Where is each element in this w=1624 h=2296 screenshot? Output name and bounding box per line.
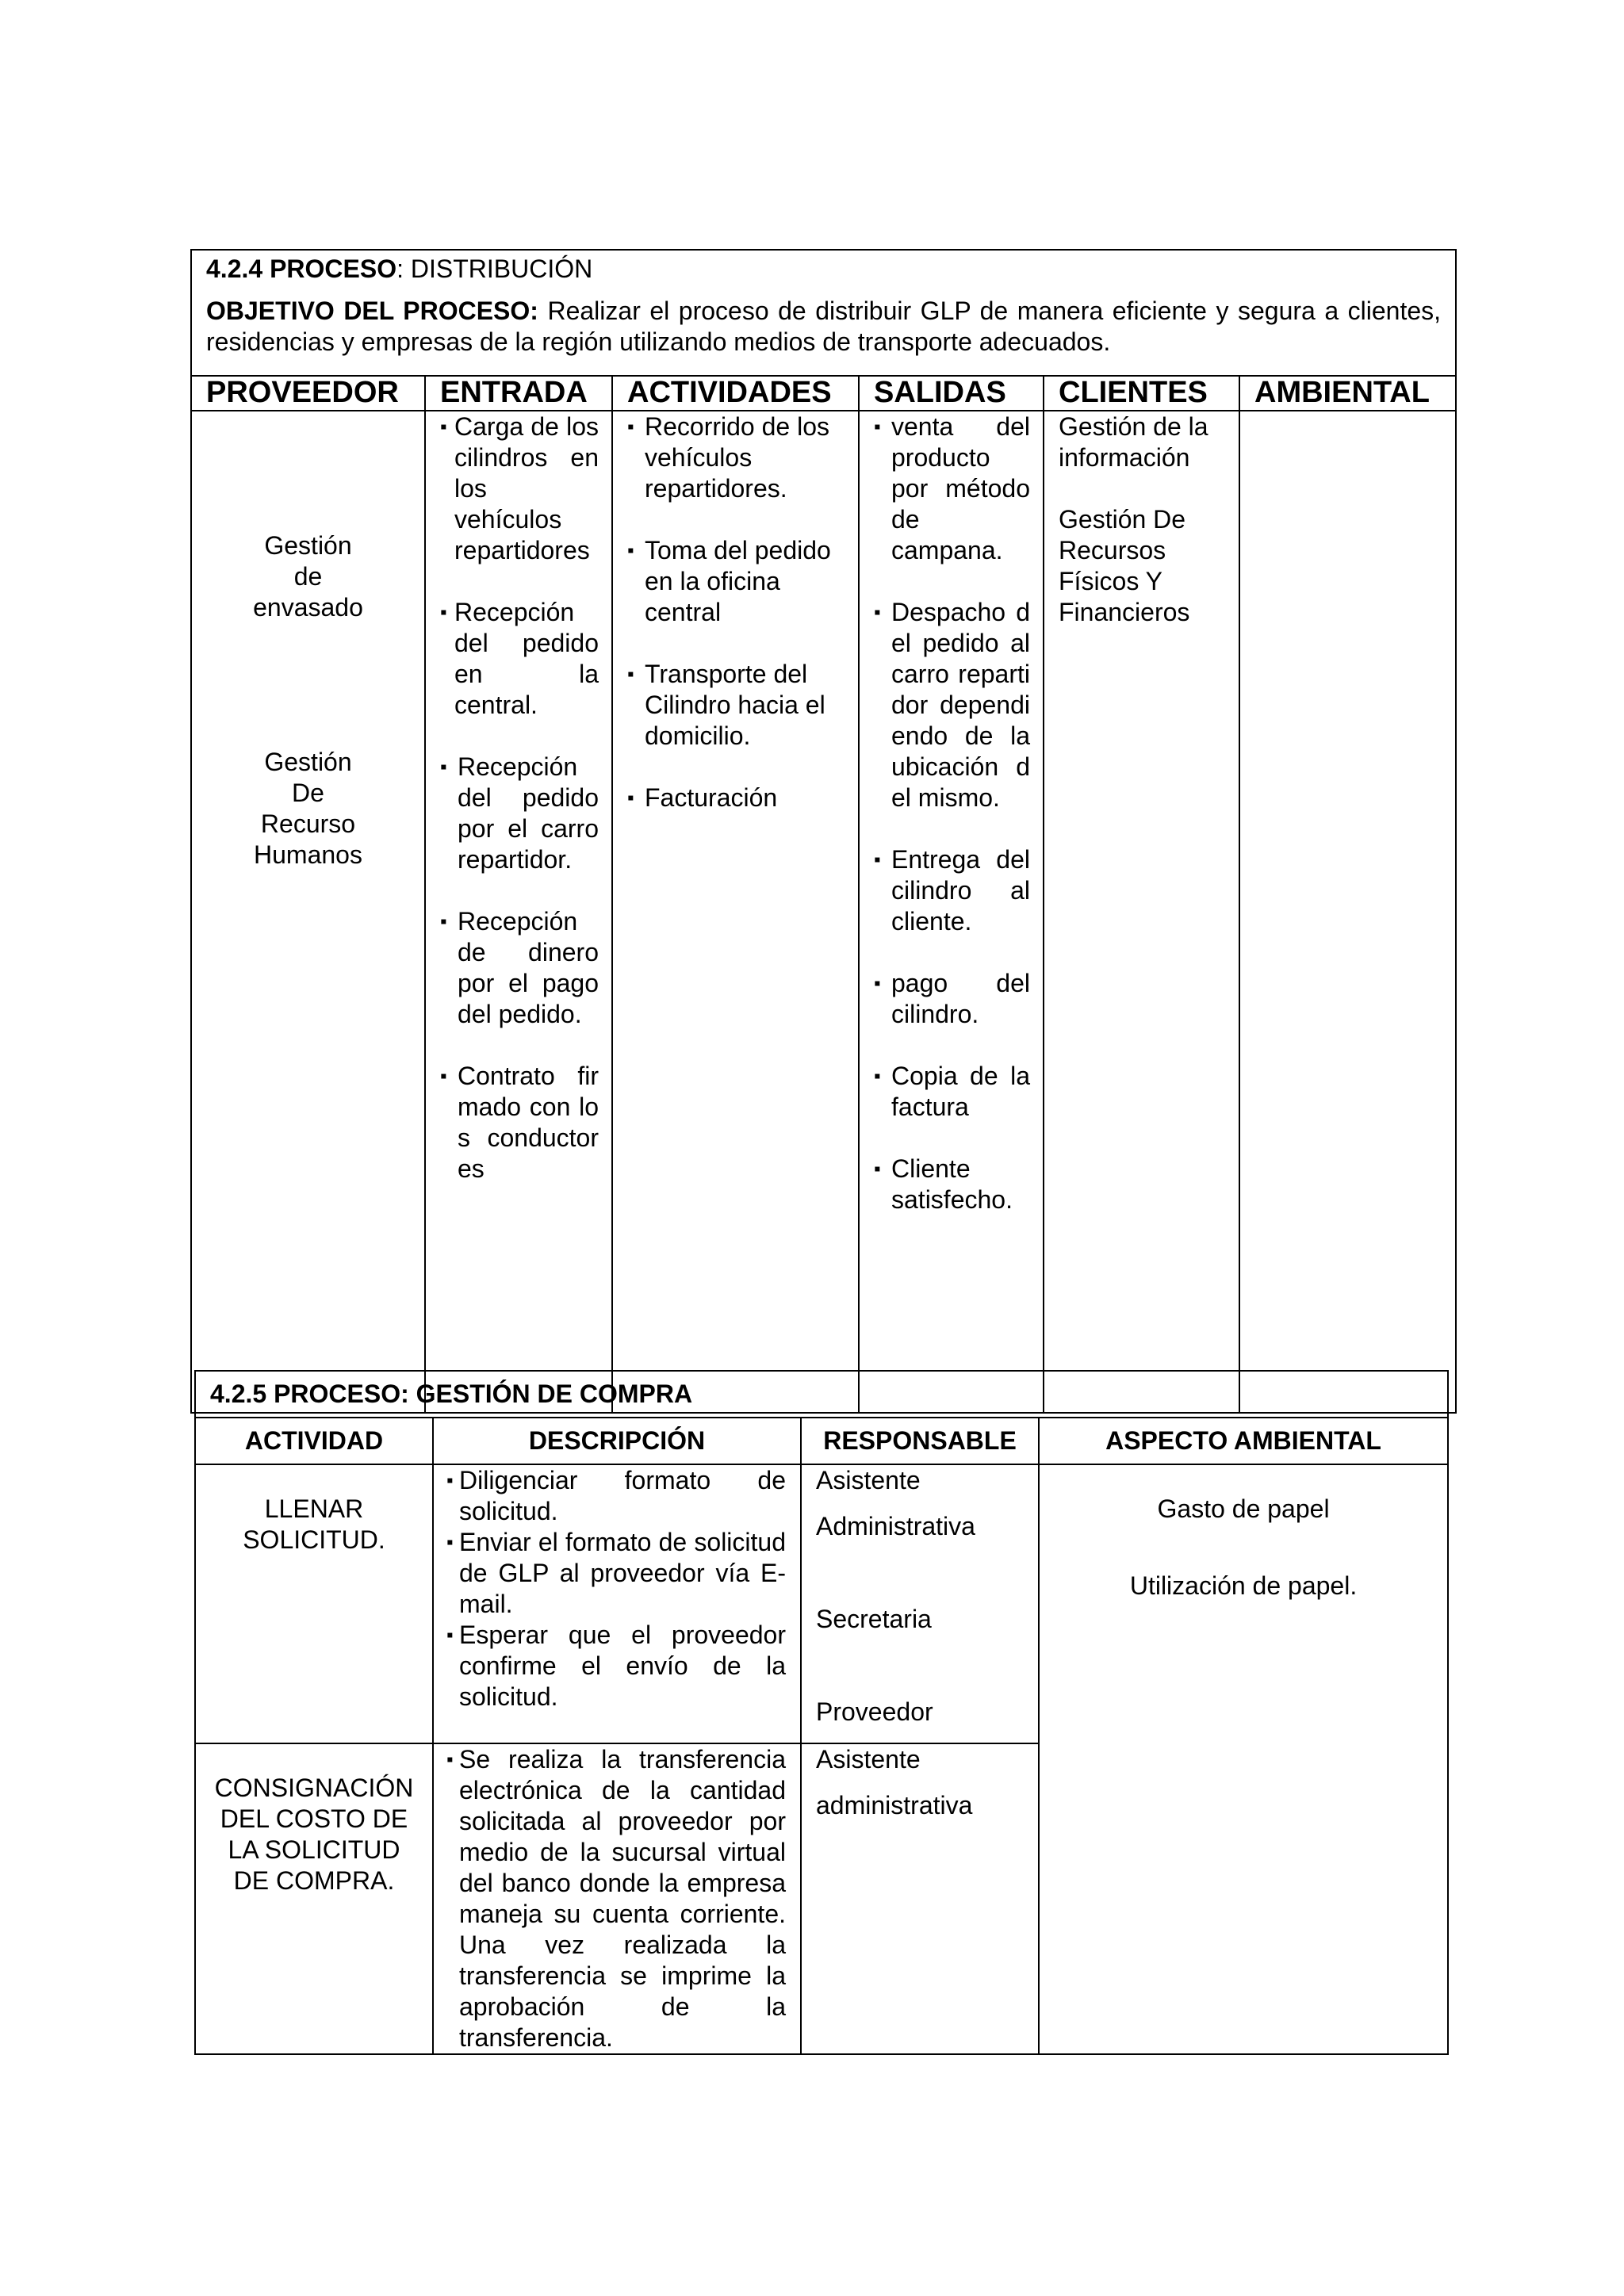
entrada-cell <box>425 411 612 1413</box>
salidas-list <box>874 411 1030 1215</box>
actividad-cell <box>195 1464 433 1743</box>
aspecto-item: Utilización de papel. <box>1129 1571 1358 1600</box>
aspecto-item: Gasto de papel <box>1157 1494 1330 1523</box>
compra-title: 4.2.5 PROCESO: GESTIÓN DE COMPRA <box>195 1371 1448 1418</box>
aspecto-ambiental-cell <box>1039 1464 1448 2054</box>
descripcion-list <box>448 1744 786 2053</box>
objective-text: Realizar el proceso de distribuir GLP de manera eficiente y segura a clientes, residencias y empresas de la región utilizando medios de transporte adecuados. <box>206 297 1442 356</box>
header-clientes: CLIENTES <box>1044 376 1239 411</box>
actividad-text: CONSIGNACIÓN DEL COSTO DE LA SOLICITUD DE COMPRA. <box>214 1774 414 1895</box>
actividad-item: ▪ Facturación <box>627 783 844 813</box>
descripcion-item: ▪ Esperar que el proveedor confirme el envío de la solicitud. <box>448 1620 786 1712</box>
proveedor-cell <box>191 411 425 1413</box>
entrada-item: ▪ Recepción de dinero por el pago del pedido. <box>440 906 599 1030</box>
descripcion-item: ▪ Diligenciar formato de solicitud. <box>448 1465 786 1527</box>
responsable-cell <box>801 1743 1039 2054</box>
process-title <box>206 254 1441 285</box>
proceso-value: : DISTRIBUCIÓN <box>396 254 593 283</box>
responsable-text: Administrativa <box>816 1512 975 1540</box>
header-descripcion: DESCRIPCIÓN <box>433 1418 801 1464</box>
header-salidas: SALIDAS <box>859 376 1044 411</box>
salida-item: ▪ venta del producto por método de campana. <box>874 411 1030 566</box>
clientes-cell <box>1044 411 1239 1413</box>
responsable-text: administrativa <box>816 1791 973 1820</box>
header-ambiental: AMBIENTAL <box>1239 376 1456 411</box>
ambiental-cell <box>1239 411 1456 1413</box>
salida-item: ▪ Despacho del pedido al carro repartidor dependiendo de la ubicación del mismo. <box>874 597 1030 813</box>
section-number: 4.2.4 <box>206 254 263 283</box>
responsable-text: Asistente <box>816 1466 921 1494</box>
actividad-cell <box>195 1743 433 2054</box>
header-aspecto-ambiental: ASPECTO AMBIENTAL <box>1039 1418 1448 1464</box>
proveedor-item: Gestión De Recurso Humanos <box>254 748 362 869</box>
objective-label: OBJETIVO DEL PROCESO: <box>206 297 538 325</box>
descripcion-cell <box>433 1464 801 1743</box>
actividades-list <box>627 411 844 813</box>
process-objective <box>206 296 1441 358</box>
compra-table <box>194 1370 1449 2055</box>
header-proveedor: PROVEEDOR <box>191 376 425 411</box>
proveedor-item: Gestión de envasado <box>253 531 363 622</box>
entrada-item: ▪ Recepción del pedido en la central. <box>440 597 599 721</box>
header-actividades: ACTIVIDADES <box>612 376 859 411</box>
header-responsable: RESPONSABLE <box>801 1418 1039 1464</box>
cliente-item: Gestión de la información <box>1059 412 1208 472</box>
responsable-text: Proveedor <box>816 1697 933 1726</box>
process-header-cell <box>191 250 1456 376</box>
header-entrada: ENTRADA <box>425 376 612 411</box>
entrada-item: ▪ Contrato firmado con los conductores <box>440 1061 599 1184</box>
descripcion-item: ▪ Se realiza la transferencia electrónica de la cantidad solicitada al proveedor por medio de la sucursal virtual del banco donde la empresa maneja su cuenta corriente. Una vez realizada la transferencia se imprime la aprobación de la transferencia. <box>448 1744 786 2053</box>
distribucion-table <box>190 249 1457 1414</box>
salida-item: ▪ Entrega del cilindro al cliente. <box>874 844 1030 937</box>
entrada-item: ▪ Recepción del pedido por el carro repartidor. <box>440 752 599 875</box>
actividad-item: ▪ Transporte del Cilindro hacia el domicilio. <box>627 659 844 752</box>
responsable-text: Asistente <box>816 1745 921 1774</box>
descripcion-list <box>448 1465 786 1712</box>
proceso-label: PROCESO <box>270 254 397 283</box>
responsable-cell <box>801 1464 1039 1743</box>
actividad-item: ▪ Recorrido de los vehículos repartidores. <box>627 411 844 504</box>
salidas-cell <box>859 411 1044 1413</box>
actividad-item: ▪ Toma del pedido en la oficina central <box>627 535 844 628</box>
descripcion-item: ▪ Enviar el formato de solicitud de GLP al proveedor vía E-mail. <box>448 1527 786 1620</box>
salida-item: ▪ Copia de la factura <box>874 1061 1030 1123</box>
actividad-text: LLENAR SOLICITUD. <box>243 1494 385 1554</box>
descripcion-cell <box>433 1743 801 2054</box>
salida-item: ▪ Cliente satisfecho. <box>874 1154 1030 1215</box>
actividades-cell <box>612 411 859 1413</box>
salida-item: ▪ pago del cilindro. <box>874 968 1030 1030</box>
header-actividad: ACTIVIDAD <box>195 1418 433 1464</box>
entrada-list <box>440 411 599 1184</box>
cliente-item: Gestión De Recursos Físicos Y Financieros <box>1059 505 1190 626</box>
responsable-text: Secretaria <box>816 1605 932 1633</box>
entrada-item: ▪ Carga de los cilindros en los vehículos repartidores <box>440 411 599 566</box>
